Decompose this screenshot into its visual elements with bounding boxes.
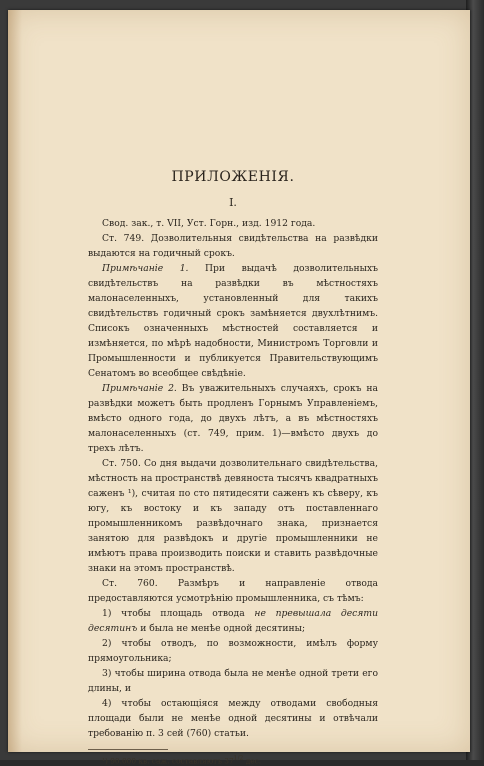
note-2-text: Въ уважительныхъ случаяхъ, срокъ на развѣдки можетъ быть продленъ Горнымъ Управленіемъ, вмѣсто одного года, до двухъ лѣтъ, а въ мѣстностяхъ малонаселенныхъ (ст. 749, прим. 1)—вмѣсто двухъ до трехъ лѣтъ. (88, 383, 378, 454)
footnote-marker: ¹) (102, 756, 108, 766)
list-item-1-italic: не превышала десяти десятинъ (88, 608, 378, 634)
list-item-1-start: 1) чтобы площадь отвода (102, 608, 245, 619)
footnote (88, 754, 378, 766)
page-heading: ПРИЛОЖЕНІЯ. (171, 169, 295, 185)
article-749: Ст. 749. Дозволительныя свидѣтельства на развѣдки выдаются на годичный срокъ. (88, 233, 378, 259)
note-1-label: Примѣчаніе 1. (102, 263, 189, 274)
list-item-2: 2) чтобы отводъ, по возможности, имѣлъ форму прямоугольника; (88, 638, 378, 664)
note-1 (88, 261, 378, 381)
page-body (88, 170, 378, 766)
footnote-tail: дес. (245, 756, 262, 766)
document-page (8, 10, 470, 766)
page-binding-shadow (8, 10, 22, 752)
article-750: Ст. 750. Со дня выдачи дозволительнаго свидѣтельства, мѣстность на пространствѣ девяноста тысячъ квадратныхъ саженъ ¹), считая по сто пятидесяти саженъ къ сѣверу, къ югу, къ востоку и къ западу отъ поставленнаго промышленникомъ развѣдочнаго знака, признается занятою для развѣдокъ и другіе промышленники не имѣютъ права производить поиски и ставить развѣдочные знаки на этомъ пространствѣ. (88, 458, 378, 574)
list-item-4: 4) чтобы остающіяся между отводами свободныя площади были не менѣе одной десятины и отвѣчали требованію п. 3 сей (760) статьи. (88, 698, 378, 739)
footnote-fraction: 1/2 (233, 755, 244, 762)
footnote-divider (88, 749, 168, 750)
list-item-3: 3) чтобы ширина отвода была не менѣе одной трети его длины, и (88, 668, 378, 694)
section-number: I. (229, 196, 237, 209)
footnote-text: 90.000 кв. саж. составляютъ 37 (110, 756, 234, 766)
list-item-1-end: и была не менѣе одной десятины; (140, 623, 306, 634)
list-item-1 (88, 606, 378, 636)
note-2 (88, 381, 378, 456)
source-reference: Свод. зак., т. VII, Уст. Горн., изд. 1912 года. (102, 218, 316, 229)
note-1-text: При выдачѣ дозволительныхъ свидѣтельствъ на развѣдки въ мѣстностяхъ малонаселенныхъ, установленный для такихъ свидѣтельствъ годичный срокъ замѣняется двухлѣтнимъ. Списокъ означенныхъ мѣстностей составляется и измѣняется, по мѣрѣ надобности, Министромъ Торговли и Промышленности и публикуется Правительствующимъ Сенатомъ во всеобщее свѣдѣніе. (88, 263, 379, 379)
note-2-label: Примѣчаніе 2. (102, 383, 177, 394)
article-760: Ст. 760. Размѣръ и направленіе отвода предоставляются усмотрѣнію промышленника, съ тѣмъ: (88, 578, 378, 604)
